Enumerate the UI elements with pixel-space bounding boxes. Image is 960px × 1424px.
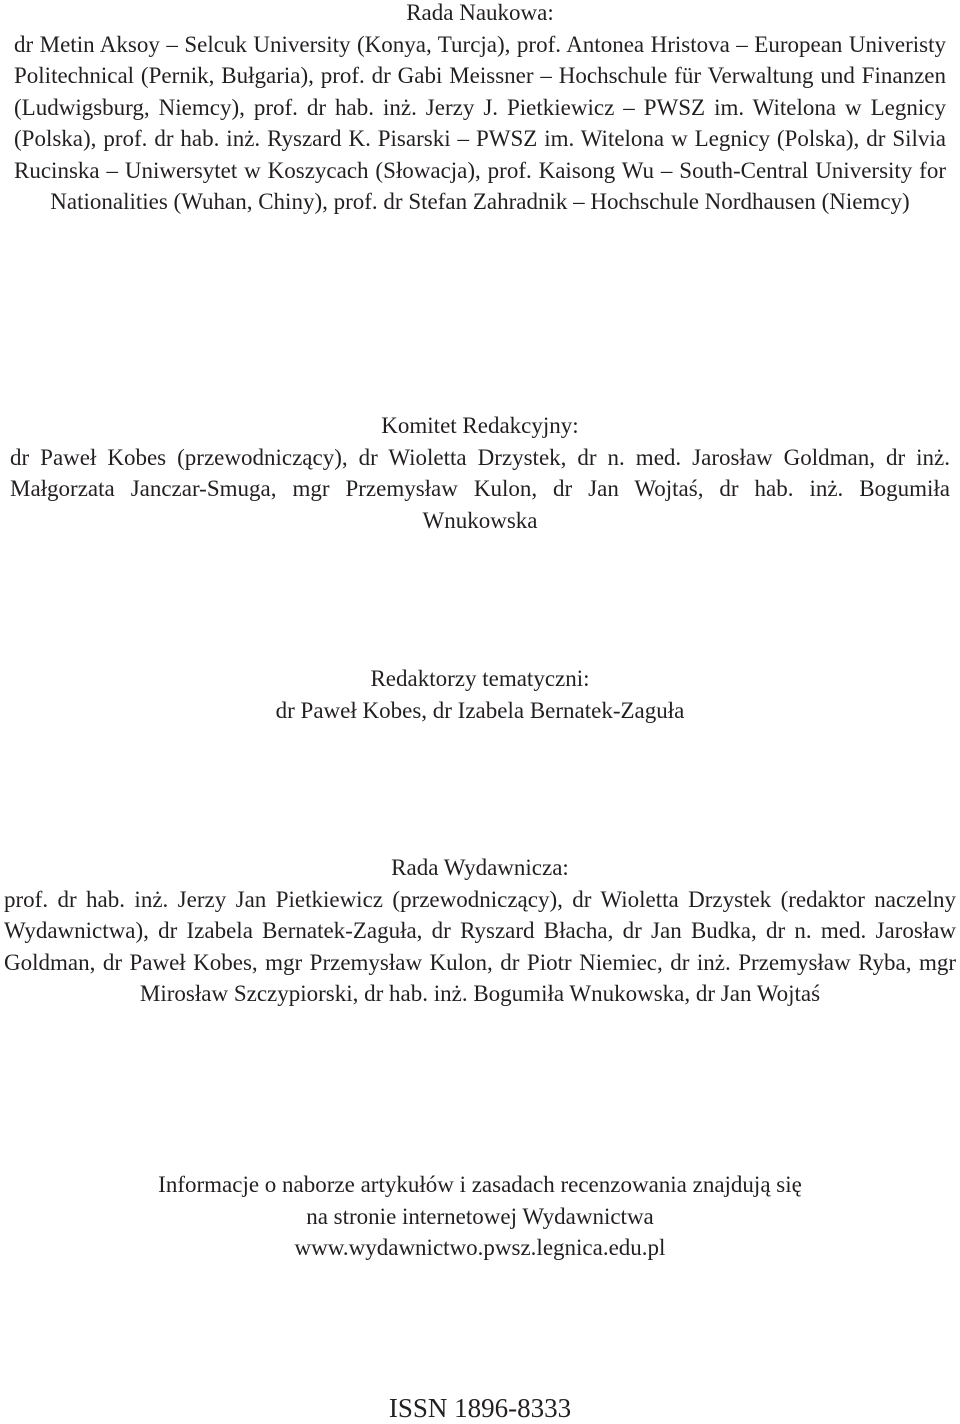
editorial-committee-section (0, 410, 960, 536)
scientific-council-section (0, 0, 960, 218)
submission-info-line-2: na stronie internetowej Wydawnictwa (306, 1203, 654, 1229)
editorial-committee-heading: Komitet Redakcyjny: (381, 413, 579, 438)
editorial-committee-members: dr Paweł Kobes (przewodniczący), dr Wioletta Drzystek, dr n. med. Jarosław Goldman, dr inż. Małgorzata Janczar-Smuga, mgr Przemysław Kulon, dr Jan Wojtaś, dr hab. inż. Bogumiła Wnukowska (10, 444, 950, 533)
thematic-editors-heading: Redaktorzy tematyczni: (370, 666, 590, 691)
publishing-council-heading: Rada Wydawnicza: (391, 855, 569, 880)
submission-info-line-1: Informacje o naborze artykułów i zasadach recenzowania znajdują się (158, 1172, 802, 1197)
submission-info-section (90, 1169, 870, 1264)
publishing-council-members: prof. dr hab. inż. Jerzy Jan Pietkiewicz (przewodniczący), dr Wioletta Drzystek (redaktor naczelny Wydawnictwa), dr Izabela Bernatek-Zaguła, dr Ryszard Błacha, dr Jan Budka, dr n. med. Jarosław Goldman, dr Paweł Kobes, mgr Przemysław Kulon, dr Piotr Niemiec, dr inż. Przemysław Ryba, mgr Mirosław Szczypiorski, dr hab. inż. Bogumiła Wnukowska, dr Jan Wojtaś (4, 886, 956, 1006)
scientific-council-members: dr Metin Aksoy – Selcuk University (Konya, Turcja), prof. Antonea Hristova – European Univeristy Politechnical (Pernik, Bułgaria), prof. dr Gabi Meissner – Hochschule für Verwaltung und Finanzen (Ludwigsburg, Niemcy), prof. dr hab. inż. Jerzy J. Pietkiewicz – PWSZ im. Witelona w Legnicy (Polska), prof. dr hab. inż. Ryszard K. Pisarski – PWSZ im. Witelona w Legnicy (Polska), dr Silvia Rucinska – Uniwersytet w Koszycach (Słowacja), prof. Kaisong Wu – South-Central University for Nationalities (Wuhan, Chiny), prof. dr Stefan Zahradnik – Hochschule Nordhausen (Niemcy) (14, 31, 946, 214)
publisher-website-url: www.wydawnictwo.pwsz.legnica.edu.pl (294, 1235, 666, 1260)
issn-number: ISSN 1896-8333 (388, 1393, 572, 1423)
thematic-editors-members: dr Paweł Kobes, dr Izabela Bernatek-Zaguła (275, 697, 685, 723)
thematic-editors-section (0, 663, 960, 726)
publishing-council-section (0, 852, 960, 1010)
scientific-council-heading: Rada Naukowa: (406, 0, 554, 25)
